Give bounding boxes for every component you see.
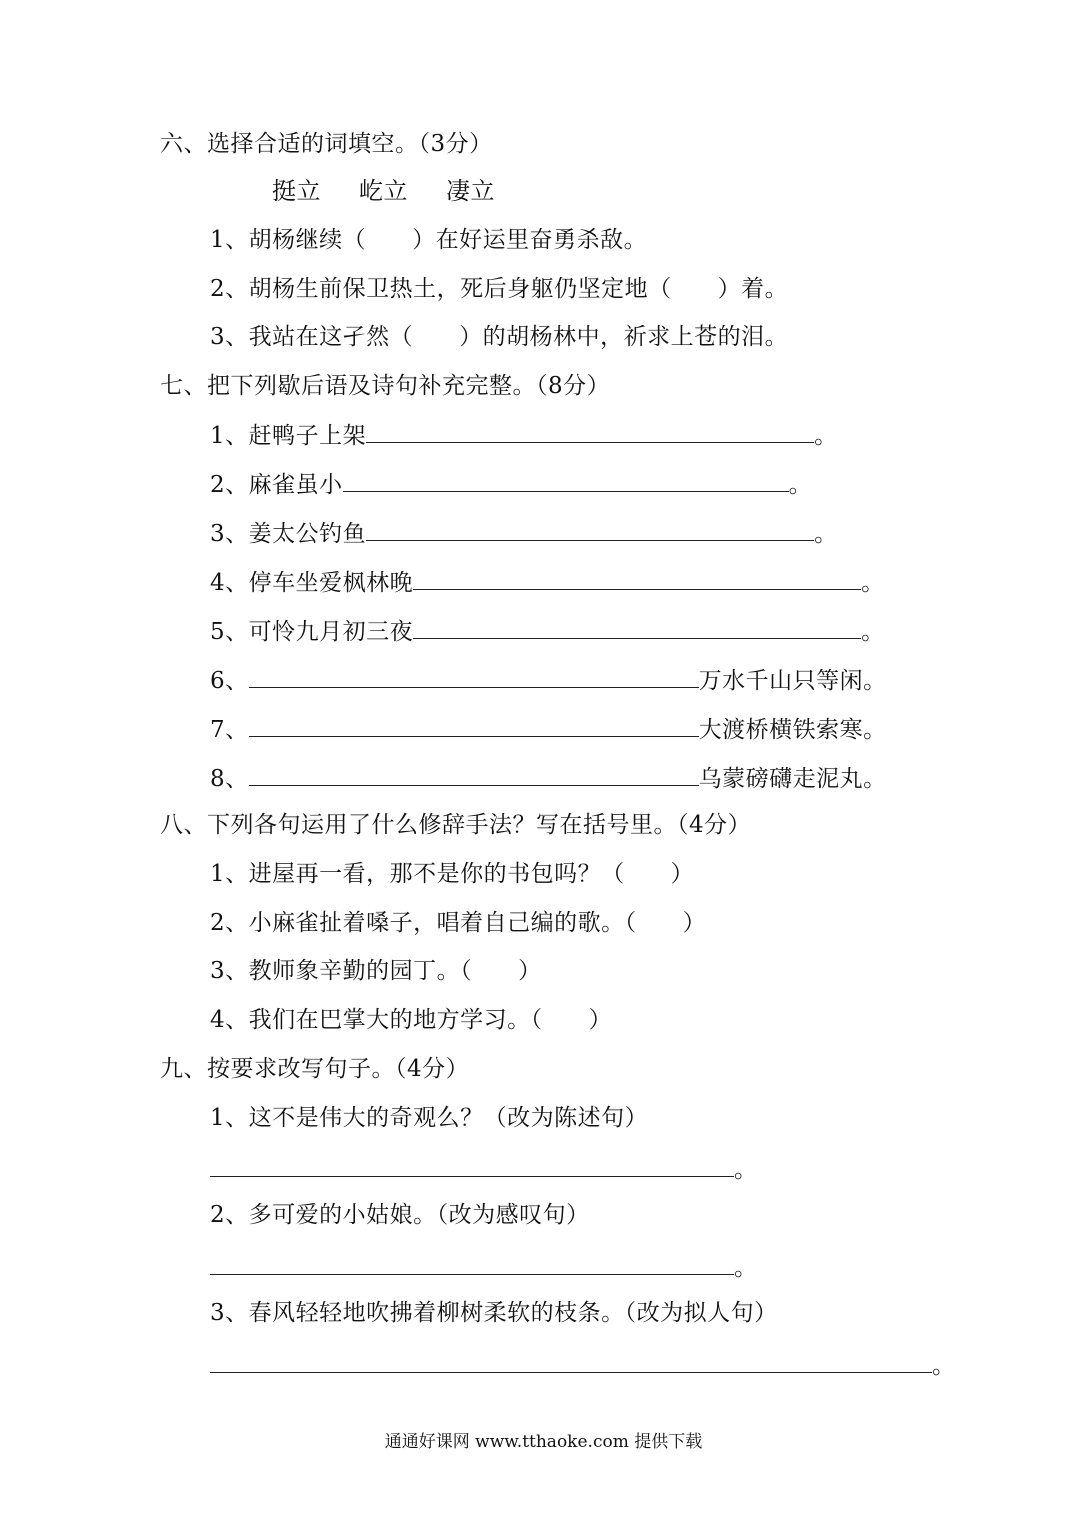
section-6-title: 六、选择合适的词填空。（3分）	[160, 131, 493, 157]
s7-question-8: 8、 乌蒙磅礴走泥丸。	[210, 763, 887, 794]
word-choice: 凄立	[446, 177, 495, 205]
s7-question-3: 3、姜太公钓鱼 。	[210, 518, 838, 549]
answer-blank[interactable]	[366, 420, 814, 443]
answer-blank[interactable]	[343, 469, 789, 492]
answer-blank[interactable]	[366, 518, 814, 541]
s8-question-2: 2、小麻雀扯着嗓子，唱着自己编的歌。（ ）	[210, 910, 707, 936]
s7-question-7: 7、 大渡桥横铁索寒。	[210, 714, 887, 745]
section-7-title: 七、把下列歇后语及诗句补充完整。（8分）	[160, 373, 611, 399]
answer-blank[interactable]	[249, 763, 699, 786]
s7-question-2: 2、麻雀虽小 。	[210, 469, 812, 500]
answer-blank[interactable]	[210, 1252, 734, 1275]
s7-question-1: 1、赶鸭子上架 。	[210, 420, 838, 451]
answer-blank[interactable]	[249, 714, 699, 737]
s9-answer-line-1: 。	[210, 1154, 758, 1185]
s8-question-3: 3、教师象辛勤的园丁。（ ）	[210, 958, 542, 984]
s9-answer-line-3: 。	[210, 1350, 956, 1381]
s9-question-2: 2、多可爱的小姑娘。（改为感叹句）	[210, 1202, 590, 1228]
s8-question-1: 1、进屋再一看，那不是你的书包吗？（ ）	[210, 861, 695, 887]
s9-question-3: 3、春风轻轻地吹拂着柳树柔软的枝条。（改为拟人句）	[210, 1300, 778, 1326]
s8-question-4: 4、我们在巴掌大的地方学习。（ ）	[210, 1007, 613, 1033]
s6-question-3: 3、我站在这孑然（ ）的胡杨林中，祈求上苍的泪。	[210, 324, 789, 350]
answer-blank[interactable]	[210, 1154, 734, 1177]
s7-question-5: 5、可怜九月初三夜 。	[210, 616, 885, 647]
section-8-title: 八、下列各句运用了什么修辞手法？写在括号里。（4分）	[160, 812, 752, 838]
s7-question-6: 6、 万水千山只等闲。	[210, 665, 887, 696]
s7-question-4: 4、停车坐爱枫林晚 。	[210, 567, 885, 598]
answer-blank[interactable]	[413, 616, 861, 639]
s9-question-1: 1、这不是伟大的奇观么？（改为陈述句）	[210, 1105, 649, 1131]
s6-question-1: 1、胡杨继续（ ）在好运里奋勇杀敌。	[210, 227, 648, 253]
footer-credit: 通通好课网 www.tthaoke.com 提供下载	[384, 1432, 703, 1452]
answer-blank[interactable]	[413, 567, 861, 590]
word-choice: 挺立	[272, 177, 321, 205]
s6-question-2: 2、胡杨生前保卫热土，死后身躯仍坚定地（ ）着。	[210, 276, 789, 302]
answer-blank[interactable]	[210, 1350, 932, 1373]
answer-blank[interactable]	[249, 665, 699, 688]
s9-answer-line-2: 。	[210, 1252, 758, 1283]
word-choices	[272, 176, 533, 206]
section-9-title: 九、按要求改写句子。（4分）	[160, 1056, 470, 1082]
word-choice: 屹立	[359, 177, 408, 205]
